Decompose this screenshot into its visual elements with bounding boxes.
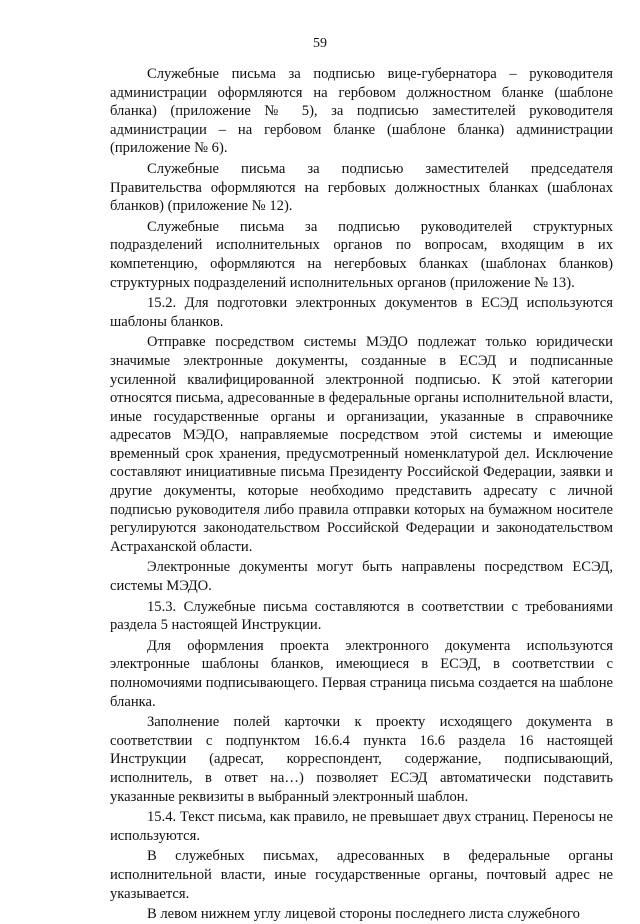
paragraph: Заполнение полей карточки к проекту исходящего документа в соответствии с подпунктом 16.6.4 пункта 16.6 раздела 16 настоящей Инструкции (адресат, корреспондент, содержание, подписывающий, исполнитель, в ответ на…) позволяет ЕСЭД автоматически подставить указанные реквизиты в выбранный электронный шаблон. [110, 714, 613, 805]
paragraph: Служебные письма за подписью вице-губернатора – руководителя администрации оформляются на гербовом должностном бланке (шаблоне бланка) (приложение № 5), за подписью заместителей руководителя администрации – на гербовом бланке (шаблоне бланка) администрации (приложение № 6). [110, 66, 613, 157]
paragraph: В левом нижнем углу лицевой стороны последнего листа служебного [147, 906, 580, 923]
paragraph: Отправке посредством системы МЭДО подлежат только юридически значимые электронные документы, созданные в ЕСЭД и подписанные усиленной квалифицированной электронной подписью. К этой категории относятся письма, адресованные в федеральные органы исполнительной власти, иные государственные органы и организации, указанные в справочнике адресатов МЭДО, направляемые посредством этой системы и имеющие временный срок хранения, предусмотренный номенклатурой дел. Исключение составляют инициативные письма Президенту Российской Федерации, заявки и другие документы, которые необходимо представить адресату с личной подписью руководителя либо правила отправки которых на бумажном носителе регулируются законодательством Российской Федерации и законодательством Астраханской области. [110, 334, 613, 555]
paragraph: 15.2. Для подготовки электронных документов в ЕСЭД используются шаблоны бланков. [110, 295, 613, 330]
page-number: 59 [313, 36, 327, 51]
document-body [110, 65, 613, 924]
paragraph: 15.3. Служебные письма составляются в соответствии с требованиями раздела 5 настоящей Инструкции. [110, 598, 613, 634]
paragraph: Электронные документы могут быть направлены посредством ЕСЭД, системы МЭДО. [110, 559, 613, 595]
paragraph: Служебные письма за подписью заместителей председателя Правительства оформляются на гербовых должностных бланках (шаблонах бланков) (приложение № 12). [110, 160, 613, 215]
paragraph: 15.4. Текст письма, как правило, не превышает двух страниц. Переносы не используются. [110, 809, 613, 844]
paragraph: Для оформления проекта электронного документа используются электронные шаблоны бланков, имеющиеся в ЕСЭД, в соответствии с полномочиями подписывающего. Первая страница письма создается на шаблоне бланка. [110, 637, 613, 710]
paragraph: Служебные письма за подписью руководителей структурных подразделений исполнительных органов по вопросам, входящим в их компетенцию, оформляются на негербовых бланках (шаблонах бланков) структурных подразделений исполнительных органов (приложение № 13). [110, 218, 613, 291]
paragraph: В служебных письмах, адресованных в федеральные органы исполнительной власти, иные государственные органы, почтовый адрес не указывается. [110, 848, 613, 902]
